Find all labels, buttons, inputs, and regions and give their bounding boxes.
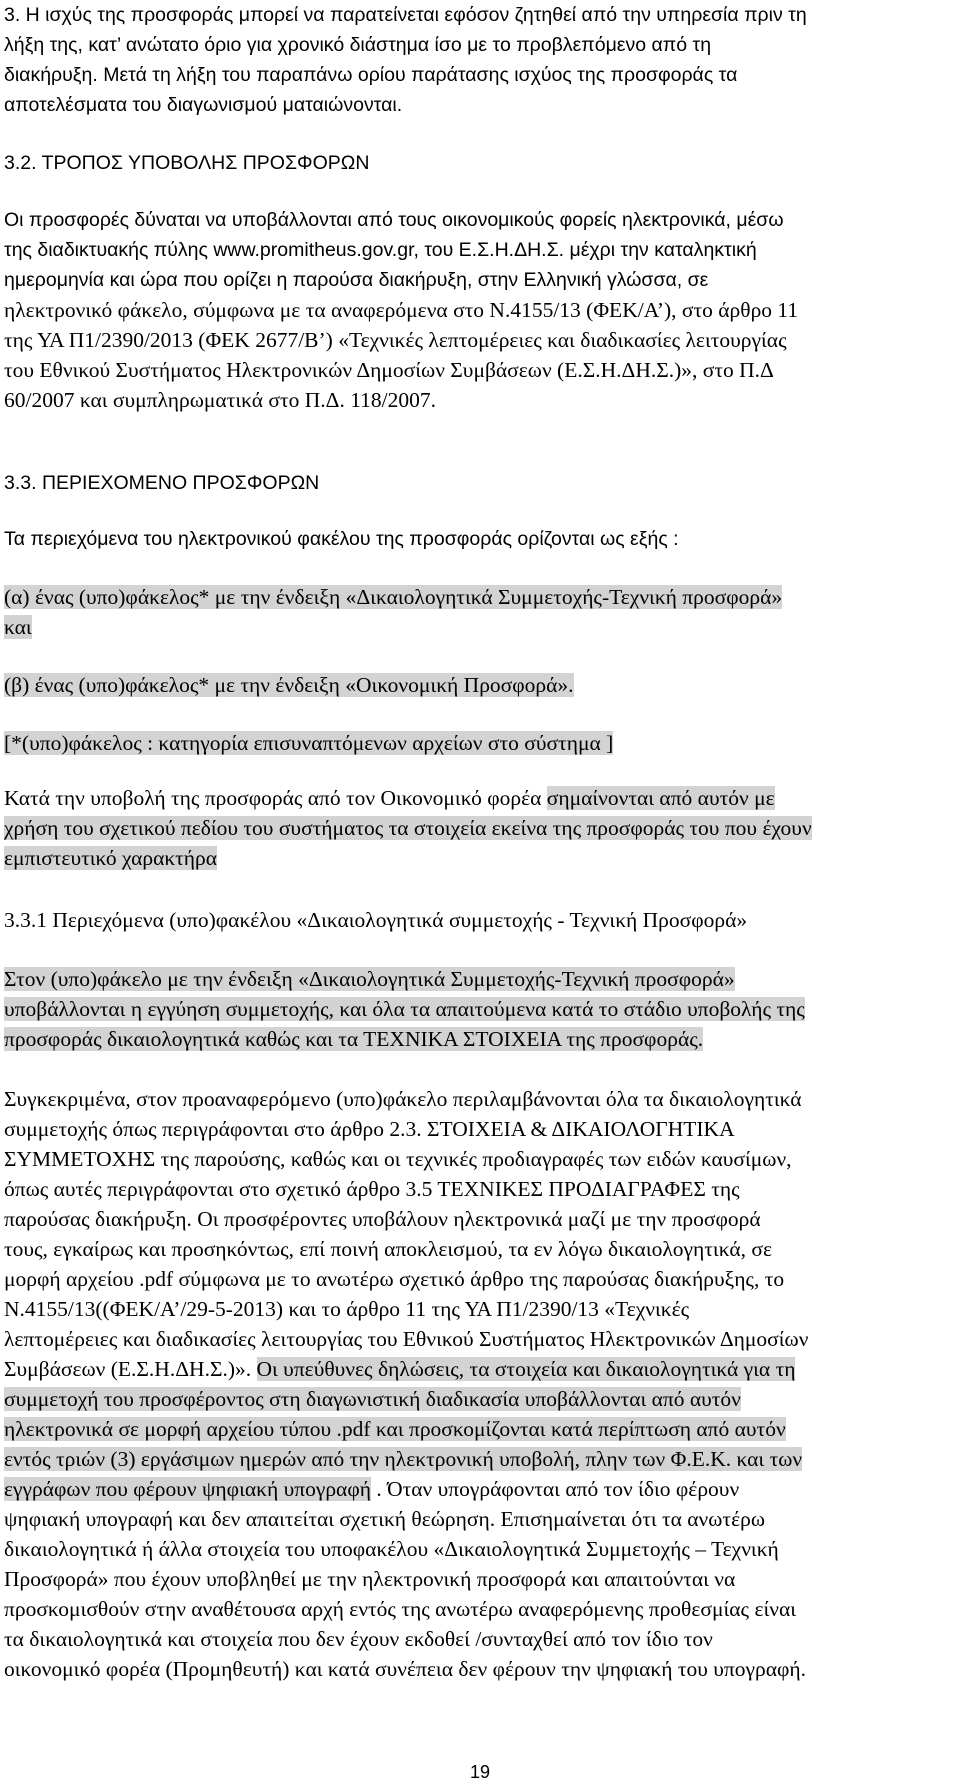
text-line: Οι προσφορές δύναται να υποβάλλονται από τους οικονομικούς φορείς ηλεκτρονικά, μέσω bbox=[4, 209, 784, 231]
text-line: όπως αυτές περιγράφονται στο σχετικό άρθρο 3.5 ΤΕΧΝΙΚΕΣ ΠΡΟΔΙΑΓΡΑΦΕΣ της bbox=[4, 1177, 740, 1201]
text-line: συμμετοχής όπως περιγράφονται στο άρθρο 2.3. ΣΤΟΙΧΕΙΑ & ΔΙΚΑΙΟΛΟΓΗΤΙΚΑ bbox=[4, 1117, 735, 1141]
highlighted-text: εμπιστευτικό χαρακτήρα bbox=[4, 846, 218, 870]
confidential-note bbox=[4, 783, 952, 873]
validity-paragraph bbox=[4, 0, 952, 120]
highlighted-text: συμμετοχή του προσφέροντος στη διαγωνιστική διαδικασία υποβάλλονται από αυτόν bbox=[4, 1387, 741, 1411]
note-line bbox=[4, 813, 952, 843]
highlighted-text: [*(υπο)φάκελος : κατηγορία επισυναπτόμενων αρχείων στο σύστημα ] bbox=[4, 731, 614, 755]
page-number: 19 bbox=[469, 1762, 491, 1782]
text-line: τα δικαιολογητικά και στοιχεία που δεν έχουν εκδοθεί /συνταχθεί από τον ίδιο τον bbox=[4, 1627, 713, 1651]
text-line: ψηφιακή υπογραφή και δεν απαιτείται σχετική θεώρηση. Επισημαίνεται ότι τα ανωτέρω bbox=[4, 1507, 765, 1531]
text-line: Προσφορά» που έχουν υποβληθεί με την ηλεκτρονική προσφορά και απαιτούνται να bbox=[4, 1567, 736, 1591]
footnote-line bbox=[4, 728, 952, 758]
text-line: λεπτομέρειες και διαδικασίες λειτουργίας του Εθνικού Συστήματος Ηλεκτρονικών Δημοσίων bbox=[4, 1327, 809, 1351]
highlighted-text: Οι υπεύθυνες δηλώσεις, τα στοιχεία και δικαιολογητικά για τη bbox=[256, 1357, 796, 1381]
plain-text: Συμβάσεων (Ε.Σ.Η.ΔΗ.Σ.)». bbox=[4, 1357, 257, 1381]
text-line bbox=[4, 1384, 952, 1414]
item-a bbox=[4, 582, 952, 642]
contents-intro bbox=[4, 524, 952, 554]
highlighted-text: και bbox=[4, 615, 32, 639]
text-line: προσκομισθούν στην αναθέτουσα αρχή εντός της ανωτέρω αναφερόμενης προθεσμίας είναι bbox=[4, 1597, 797, 1621]
item-b bbox=[4, 670, 952, 700]
section-3-2-heading-block bbox=[4, 148, 952, 178]
highlighted-text: προσφοράς δικαιολογητικά καθώς και τα ΤΕΧΝΙΚΑ ΣΤΟΙΧΕΙΑ της προσφοράς. bbox=[4, 1027, 704, 1051]
text-line bbox=[4, 1444, 952, 1474]
plain-text: Κατά την υποβολή της προσφοράς από τον Οικονομικό φορέα bbox=[4, 786, 547, 810]
text-line: 60/2007 και συμπληρωματικά στο Π.Δ. 118/2007. bbox=[4, 388, 437, 412]
highlighted-text: Στον (υπο)φάκελο με την ένδειξη «Δικαιολογητικά Συμμετοχής-Τεχνική προσφορά» bbox=[4, 967, 735, 991]
highlighted-text: (α) ένας (υπο)φάκελος* με την ένδειξη «Δικαιολογητικά Συμμετοχής-Τεχνική προσφορά» bbox=[4, 585, 783, 609]
text-line: τους, εγκαίρως και προσηκόντως, επί ποινή αποκλεισμού, τα εν λόγω δικαιολογητικά, σε bbox=[4, 1237, 772, 1261]
text-line bbox=[4, 1354, 952, 1384]
documents-paragraph bbox=[4, 1084, 952, 1684]
text-line: διακήρυξη. Μετά τη λήξη του παραπάνω ορίου παράτασης ισχύος της προσφοράς τα bbox=[4, 64, 738, 86]
text-line: παρούσας διακήρυξη. Οι προσφέροντες υποβάλουν ηλεκτρονικά μαζί με την προσφορά bbox=[4, 1207, 761, 1231]
note-line bbox=[4, 783, 952, 813]
text-line: ηλεκτρονικό φάκελο, σύμφωνα με τα αναφερόμενα στο Ν.4155/13 (ΦΕΚ/Α’), στο άρθρο 11 bbox=[4, 298, 799, 322]
section-3-3-heading-block bbox=[4, 468, 952, 498]
text-line: ΣΥΜΜΕΤΟΧΗΣ της παρούσης, καθώς και οι τεχνικές προδιαγραφές των ειδών καυσίμων, bbox=[4, 1147, 792, 1171]
text-line: Συγκεκριμένα, στον προαναφερόμενο (υπο)φάκελο περιλαμβάνονται όλα τα δικαιολογητικά bbox=[4, 1087, 802, 1111]
text-line: μορφή αρχείου .pdf σύμφωνα με το ανωτέρω σχετικό άρθρο της παρούσας διακήρυξης, το bbox=[4, 1267, 785, 1291]
subfolder-footnote bbox=[4, 728, 952, 758]
text-line: ημερομηνία και ώρα που ορίζει η παρούσα διακήρυξη, στην Ελληνική γλώσσα, σε bbox=[4, 269, 709, 291]
highlighted-text: εντός τριών (3) εργάσιμων ημερών από την ηλεκτρονική υποβολή, πλην των Φ.Ε.Κ. και των bbox=[4, 1447, 803, 1471]
section-heading: 3.3.1 Περιεχόμενα (υπο)φακέλου «Δικαιολογητικά συμμετοχής - Τεχνική Προσφορά» bbox=[4, 908, 748, 932]
section-heading: 3.3. ΠΕΡΙΕΧΟΜΕΝΟ ΠΡΟΣΦΟΡΩΝ bbox=[4, 472, 320, 494]
highlighted-text: υποβάλλονται η εγγύηση συμμετοχής, και όλα τα απαιτούμενα κατά το στάδιο υποβολής της bbox=[4, 997, 805, 1021]
text-line: του Εθνικού Συστήματος Ηλεκτρονικών Δημοσίων Συμβάσεων (Ε.Σ.Η.ΔΗ.Σ.)», στο Π.Δ bbox=[4, 358, 774, 382]
plain-text: . Όταν υπογράφονται από τον ίδιο φέρουν bbox=[370, 1477, 740, 1501]
item-a-line bbox=[4, 582, 952, 612]
section-heading: 3.2. ΤΡΟΠΟΣ ΥΠΟΒΟΛΗΣ ΠΡΟΣΦΟΡΩΝ bbox=[4, 152, 370, 174]
note-line bbox=[4, 843, 952, 873]
item-b-line bbox=[4, 670, 952, 700]
desc-line bbox=[4, 1024, 952, 1054]
text-line: της διαδικτυακής πύλης www.promitheus.gov.gr, του Ε.Σ.Η.ΔΗ.Σ. μέχρι την καταληκτική bbox=[4, 239, 757, 261]
text-line: αποτελέσματα του διαγωνισμού ματαιώνονται. bbox=[4, 94, 403, 116]
text-line: οικονομικό φορέα (Προμηθευτή) και κατά συνέπεια δεν φέρουν την ψηφιακή του υπογραφή. bbox=[4, 1657, 807, 1681]
text-line: της ΥΑ Π1/2390/2013 (ΦΕΚ 2677/Β’) «Τεχνικές λεπτομέρειες και διαδικασίες λειτουργίας bbox=[4, 328, 787, 352]
text-line: Ν.4155/13((ΦΕΚ/Α’/29-5-2013) και το άρθρο 11 της ΥΑ Π1/2390/13 «Τεχνικές bbox=[4, 1297, 690, 1321]
desc-line bbox=[4, 994, 952, 1024]
section-3-3-1-heading-block bbox=[4, 905, 952, 935]
subfolder-description bbox=[4, 964, 952, 1054]
highlighted-text: εγγράφων που φέρουν ψηφιακή υπογραφή bbox=[4, 1477, 371, 1501]
highlighted-text: σημαίνονται από αυτόν με bbox=[546, 786, 775, 810]
text-line: λήξη της, κατ’ ανώτατο όριο για χρονικό διάστημα ίσο με το προβλεπόμενο από τη bbox=[4, 34, 712, 56]
highlighted-text: χρήση του σχετικού πεδίου του συστήματος τα στοιχεία εκείνα της προσφοράς του που έχουν bbox=[4, 816, 812, 840]
text-line: 3. Η ισχύς της προσφοράς μπορεί να παρατείνεται εφόσον ζητηθεί από την υπηρεσία πριν τη bbox=[4, 4, 807, 26]
item-a-line bbox=[4, 612, 952, 642]
highlighted-text: (β) ένας (υπο)φάκελος* με την ένδειξη «Οικονομική Προσφορά». bbox=[4, 673, 574, 697]
highlighted-text: ηλεκτρονικά σε μορφή αρχείου τύπου .pdf και προσκομίζονται κατά περίπτωση από αυτόν bbox=[4, 1417, 786, 1441]
submission-paragraph bbox=[4, 205, 952, 415]
text-line bbox=[4, 1414, 952, 1444]
desc-line bbox=[4, 964, 952, 994]
text-line bbox=[4, 1474, 952, 1504]
text-line: δικαιολογητικά ή άλλα στοιχεία του υποφακέλου «Δικαιολογητικά Συμμετοχής – Τεχνική bbox=[4, 1537, 779, 1561]
text-line: Τα περιεχόμενα του ηλεκτρονικού φακέλου της προσφοράς ορίζονται ως εξής : bbox=[4, 528, 679, 550]
